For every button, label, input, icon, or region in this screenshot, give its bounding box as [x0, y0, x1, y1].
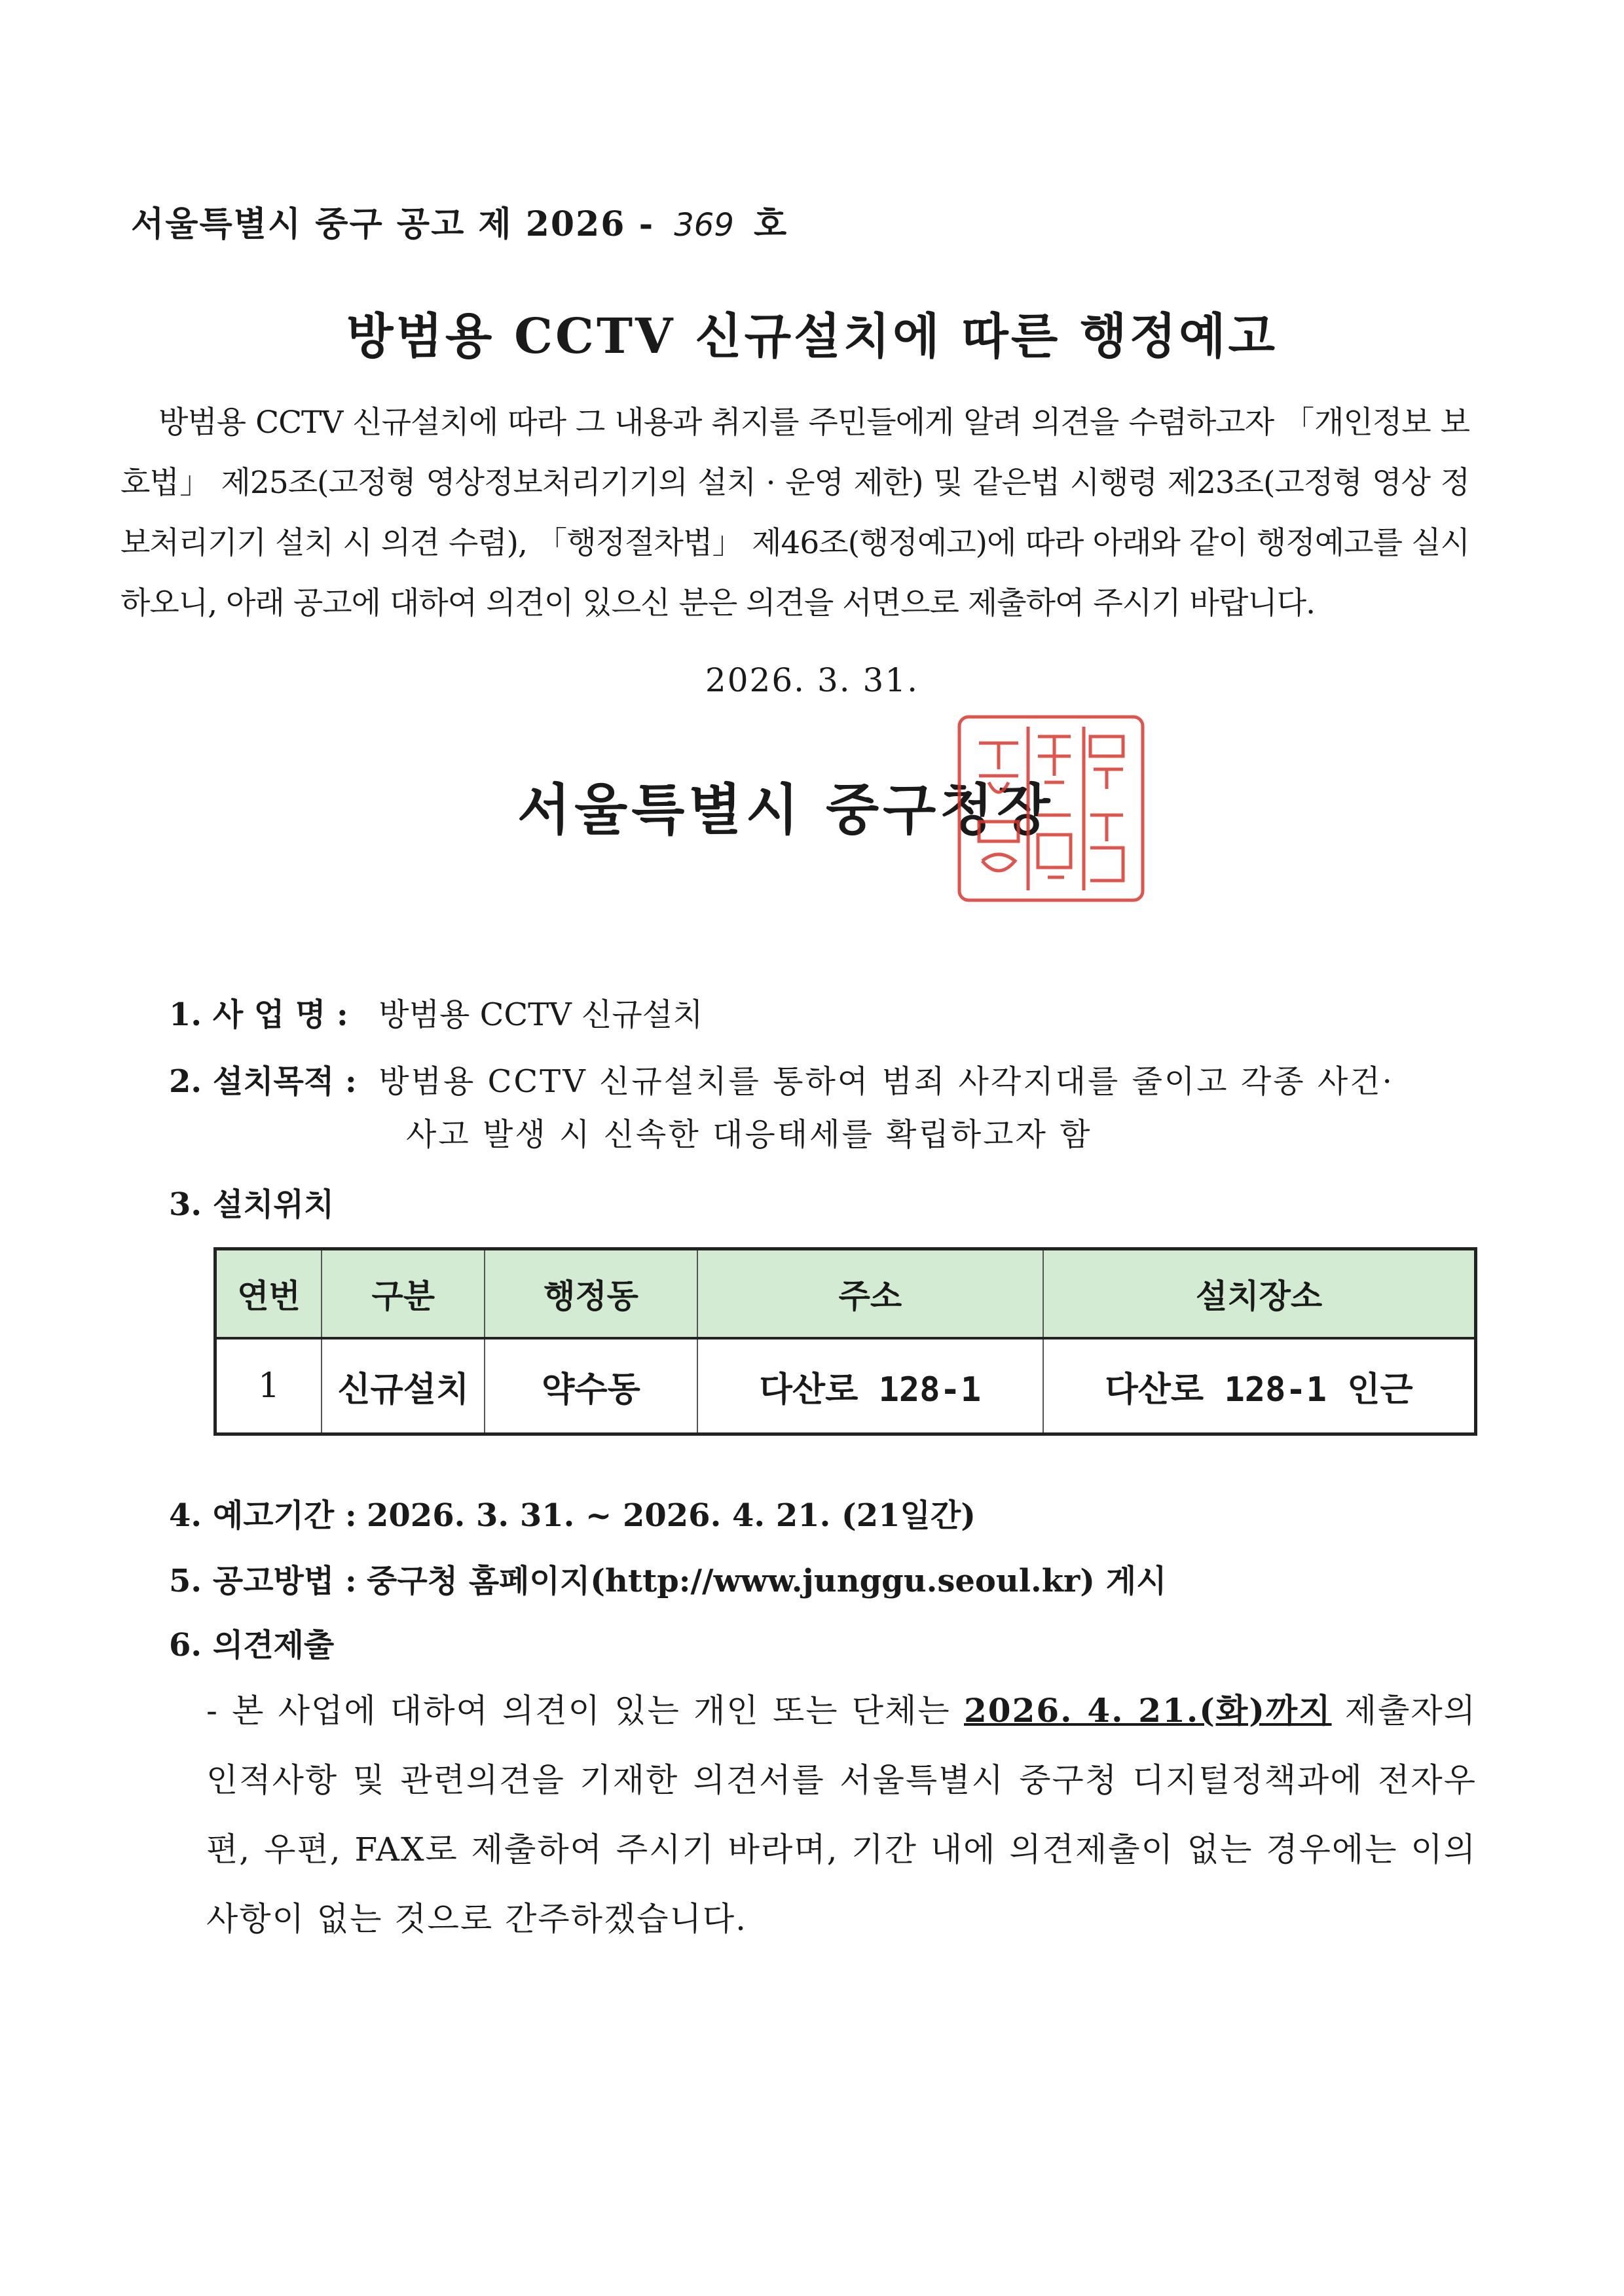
item2-label: 2. 설치목적 : — [169, 1063, 357, 1100]
opinion-dash: - — [206, 1692, 219, 1730]
location-table — [213, 1247, 1477, 1436]
table-header-cell: 주소 — [697, 1249, 1044, 1339]
table-header-cell: 연번 — [215, 1249, 322, 1339]
item2-value-line1: 방범용 CCTV 신규설치를 통하여 범죄 사각지대를 줄이고 각종 사건· — [378, 1063, 1394, 1100]
table-header-cell: 행정동 — [485, 1249, 697, 1339]
notice-handwritten-number: 369 — [674, 207, 734, 244]
issuer-name: 서울특별시 중구청장 — [517, 777, 1054, 842]
item-notice-method — [169, 1558, 1166, 1604]
page-title: 방범용 CCTV 신규설치에 따른 행정예고 — [346, 308, 1278, 365]
table-header-row — [215, 1249, 1476, 1339]
item2-value-line2: 사고 발생 시 신속한 대응태세를 확립하고자 함 — [406, 1116, 1092, 1153]
item6-label: 6. 의견제출 — [169, 1627, 335, 1664]
item-opinion-heading — [169, 1622, 334, 1668]
item-project-name — [169, 992, 703, 1038]
table-cell: 1 — [215, 1338, 322, 1434]
item1-label: 1. 사 업 명 : — [169, 996, 348, 1033]
table-cell: 약수동 — [485, 1338, 697, 1434]
opinion-text-pre: 본 사업에 대하여 의견이 있는 개인 또는 단체는 — [232, 1692, 951, 1730]
notice-suffix: 호 — [754, 204, 788, 244]
opinion-deadline: 2026. 4. 21.(화)까지 — [963, 1691, 1332, 1730]
table-cell: 다산로 128-1 인근 — [1043, 1338, 1475, 1434]
opinion-text-post: 제출자의 인적사항 및 관련의견을 기재한 의견서를 서울특별시 중구청 디지털정책과에 전자우편, 우편, FAX로 제출하여 주시기 바라며, 기간 내에 의견제출이 없는 경우에는 이의사항이 없는 것으로 간주하겠습니다. — [206, 1692, 1477, 1938]
table-cell: 신규설치 — [322, 1338, 485, 1434]
table-row — [215, 1338, 1476, 1434]
item5-label: 5. 공고방법 : — [169, 1563, 357, 1599]
notice-date: 2026. 3. 31. — [705, 661, 919, 699]
item1-value: 방범용 CCTV 신규설치 — [378, 996, 703, 1033]
item4-label: 4. 예고기간 : — [169, 1497, 357, 1534]
table-cell: 다산로 128-1 — [697, 1338, 1044, 1434]
notice-number — [131, 196, 788, 246]
item-purpose — [169, 1059, 1394, 1104]
official-seal-stamp — [953, 710, 1149, 907]
item-notice-period — [169, 1493, 976, 1539]
table-header-cell: 구분 — [322, 1249, 485, 1339]
item5-value: 중구청 홈페이지(http://www.junggu.seoul.kr) 게시 — [367, 1563, 1167, 1599]
notice-prefix: 서울특별시 중구 공고 제 2026 - — [131, 204, 655, 244]
opinion-paragraph — [206, 1676, 1477, 1954]
item-location-heading — [169, 1182, 334, 1228]
intro-paragraph: 방범용 CCTV 신규설치에 따라 그 내용과 취지를 주민들에게 알려 의견을 수렴하고자 「개인정보 보호법」 제25조(고정형 영상정보처리기기의 설치 · 운영 제한) 및 같은법 시행령 제23조(고정형 영상 정보처리기기 설치 시 의견 수렴), 「행정절차법」 제46조(행정예고)에 따라 아래와 같이 행정예고를 실시하오니, 아래 공고에 대하여 의견이 있으신 분은 의견을 서면으로 제출하여 주시기 바랍니다. — [120, 405, 1469, 621]
table-header-cell: 설치장소 — [1043, 1249, 1475, 1339]
item4-value: 2026. 3. 31. ~ 2026. 4. 21. (21일간) — [367, 1497, 976, 1534]
item3-label: 3. 설치위치 — [169, 1186, 335, 1223]
